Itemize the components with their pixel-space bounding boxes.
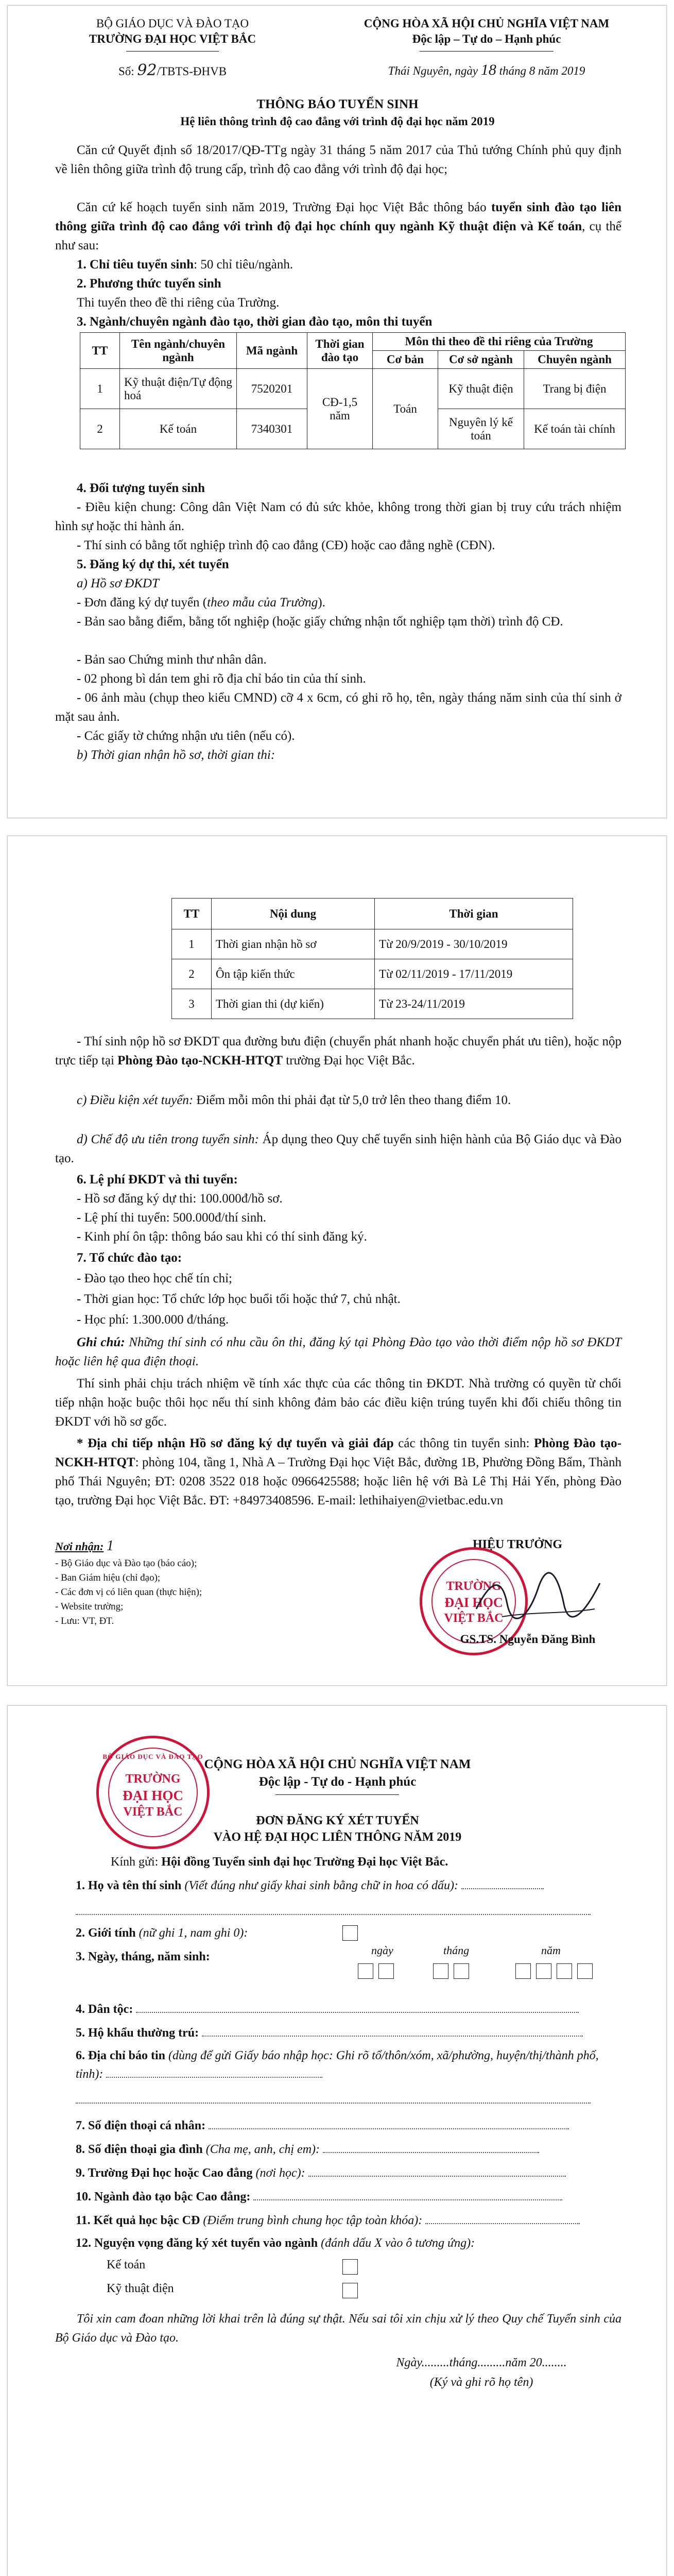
ministry-name: BỘ GIÁO DỤC VÀ ĐÀO TẠO [96, 17, 249, 30]
seal-text-line3: VIỆT BẮC [444, 1612, 504, 1625]
doc-number: Số: 92/TBTS-ĐHVB [118, 61, 227, 79]
header-rule-right [420, 51, 554, 52]
field-gpa: 11. Kết quả học bậc CĐ (Điểm trung bình chung học tập toàn khóa): [76, 2211, 616, 2229]
cell-time: Từ 20/9/2019 - 30/10/2019 [375, 929, 573, 959]
recipients-list [55, 1556, 202, 1629]
issue-date: Thái Nguyên, ngày 18 tháng 8 năm 2019 [388, 61, 585, 78]
form-sign-note: (Ký và ghi rõ họ tên) [429, 2376, 533, 2389]
doc-subtitle: Hệ liên thông trình độ cao đẳng với trình độ đại học năm 2019 [180, 115, 495, 128]
personal-phone-input[interactable] [209, 2116, 569, 2129]
birth-year-box-2[interactable] [536, 1963, 551, 1979]
university-name: TRƯỜNG ĐẠI HỌC VIỆT BẮC [89, 32, 256, 45]
section-6-title: 6. Lệ phí ĐKDT và thi tuyển: [77, 1173, 238, 1187]
cell-code: 7340301 [237, 409, 307, 449]
birth-month-box-2[interactable] [454, 1963, 469, 1979]
seal-ring-text: BỘ GIÁO DỤC VÀ ĐÀO TẠO [102, 1753, 203, 1760]
cell-name: Kế toán [120, 409, 237, 449]
basis-paragraph-2: Căn cứ kế hoạch tuyển sinh năm 2019, Trường Đại học Việt Bắc thông báo tuyển sinh đào tạo liên thông giữa trình độ cao đẳng với trình độ đại học chính quy ngành Kỹ thuật điện và Kế toán, cụ thể như sau: [55, 200, 622, 252]
birth-day-label: ngày [371, 1944, 393, 1957]
seal-text-line1: TRƯỜNG [125, 1772, 181, 1786]
form-title: ĐƠN ĐĂNG KÝ XÉT TUYỂN [256, 1814, 419, 1827]
cell-tt: 2 [80, 409, 120, 449]
residence-input[interactable] [202, 2023, 583, 2037]
list-item: - Bộ Giáo dục và Đào tạo (báo cáo); [55, 1558, 197, 1569]
page-announcement [7, 5, 667, 818]
cell-content: Thời gian thi (dự kiến) [212, 989, 375, 1019]
submission-paragraph: - Thí sinh nộp hồ sơ ĐKDT qua đường bưu điện (chuyển phát nhanh hoặc chuyển phát ưu tiên), hoặc nộp trực tiếp tại Phòng Đào tạo-NCKH-HTQT trường Đại học Việt Bắc. [55, 1035, 621, 1067]
birth-day-box-2[interactable] [378, 1963, 394, 1979]
cell-time: Từ 23-24/11/2019 [375, 989, 573, 1019]
condition-paragraph: c) Điều kiện xét tuyển: Điểm mỗi môn thi phải đạt từ 5,0 trở lên theo thang điểm 10. [77, 1093, 511, 1107]
field-ethnicity: 4. Dân tộc: [76, 1999, 616, 2018]
seal-text-line1: TRƯỜNG [446, 1580, 502, 1593]
date-day-handwritten: 18 [480, 61, 496, 78]
field-mailing-address: 6. Địa chỉ báo tin (dùng để gửi Giấy báo nhập học: Ghi rõ tổ/thôn/xóm, xã/phường, huyện/thị/thành phố, tỉnh): [76, 2049, 599, 2081]
option-electrical-checkbox[interactable] [342, 2283, 358, 2298]
section-5-a6: - Các giấy tờ chứng nhận ưu tiên (nếu có). [77, 729, 295, 743]
field-college-major: 10. Ngành đào tạo bậc Cao đẳng: [76, 2187, 616, 2206]
gpa-input[interactable] [425, 2211, 580, 2224]
option-electrical-label: Kỹ thuật điện [107, 2282, 174, 2295]
cell-name: Kỹ thuật điện/Tự động hoá [120, 369, 237, 409]
birth-year-box-3[interactable] [557, 1963, 572, 1979]
cell-content: Ôn tập kiến thức [212, 959, 375, 989]
seal-text-line3: VIỆT BẮC [123, 1805, 183, 1819]
cell-base: Nguyên lý kế toán [438, 409, 524, 449]
table-row [172, 929, 573, 959]
th-time: Thời gian đào tạo [307, 333, 373, 369]
table-header-row [80, 333, 626, 351]
th-tt: TT [80, 333, 120, 369]
header-rule-left [126, 51, 219, 52]
field-college: 9. Trường Đại học hoặc Cao đẳng (nơi học): [76, 2163, 616, 2182]
note-paragraph: Ghi chú: Những thí sinh có nhu cầu ôn thi, đăng ký tại Phòng Đào tạo vào thời điểm nộp hồ sơ ĐKDT hoặc liên hệ qua điện thoại. [55, 1335, 622, 1368]
section-6-a: - Hồ sơ đăng ký dự thi: 100.000đ/hồ sơ. [77, 1192, 283, 1206]
section-4-a: - Điều kiện chung: Công dân Việt Nam có đủ sức khỏe, không trong thời gian bị truy cứu trách nhiệm hình sự hoặc thi hành án. [55, 500, 621, 533]
cell-major: Kế toán tài chính [524, 409, 626, 449]
section-5-b: b) Thời gian nhận hồ sơ, thời gian thi: [77, 748, 275, 762]
responsibility-paragraph: Thí sinh phải chịu trách nhiệm về tính xác thực của các thông tin ĐKDT. Nhà trường có quyền từ chối tiếp nhận hoặc buộc thôi học nếu thí sinh không đảm bảo các điều kiện trúng tuyển khi đối chiếu thông tin ĐKDT với hồ sơ gốc. [55, 1377, 621, 1429]
cell-content: Thời gian nhận hồ sơ [212, 929, 375, 959]
doc-number-handwritten: 92 [137, 61, 157, 79]
list-item: - Các đơn vị có liên quan (thực hiện); [55, 1587, 202, 1598]
section-5-title: 5. Đăng ký dự thi, xét tuyển [77, 557, 229, 571]
field-residence: 5. Hộ khẩu thường trú: [76, 2023, 616, 2042]
recipients-label: Nơi nhận: 1 [55, 1538, 114, 1554]
page-application-form [7, 1705, 667, 2576]
cell-tt: 1 [172, 929, 212, 959]
section-2-text: Thi tuyển theo đề thi riêng của Trường. [77, 296, 280, 310]
page-announcement-continued [7, 836, 667, 1686]
form-republic: CỘNG HÒA XÃ HỘI CHỦ NGHĨA VIỆT NAM [204, 1757, 471, 1771]
section-4-b: - Thí sinh có bằng tốt nghiệp trình độ cao đẳng (CĐ) hoặc cao đẳng nghề (CĐN). [77, 538, 495, 552]
section-6-c: - Kinh phí ôn tập: thông báo sau khi có thí sinh đăng ký. [77, 1230, 367, 1244]
th-code: Mã ngành [237, 333, 307, 369]
gender-checkbox[interactable] [342, 1925, 358, 1941]
th-name: Tên ngành/chuyên ngành [120, 333, 237, 369]
seal-text-line2: ĐẠI HỌC [444, 1595, 503, 1610]
th-base: Cơ sở ngành [438, 351, 524, 369]
table-header-row [172, 899, 573, 929]
list-item: - Website trường; [55, 1601, 124, 1612]
doc-title: THÔNG BÁO TUYỂN SINH [256, 97, 419, 111]
ethnicity-input[interactable] [136, 1999, 579, 2013]
table-row [80, 369, 626, 409]
birth-year-box-4[interactable] [577, 1963, 593, 1979]
cell-basic: Toán [373, 369, 438, 449]
addressee: Kính gửi: Hội đồng Tuyển sinh đại học Trường Đại học Việt Bắc. [111, 1855, 448, 1869]
birth-year-box-1[interactable] [515, 1963, 531, 1979]
list-item: - Ban Giám hiệu (chỉ đạo); [55, 1572, 161, 1583]
college-input[interactable] [308, 2163, 566, 2177]
th-major: Chuyên ngành [524, 351, 626, 369]
family-phone-input[interactable] [323, 2140, 539, 2153]
cell-base: Kỹ thuật điện [438, 369, 524, 409]
basis-paragraph-1: Căn cứ Quyết định số 18/2017/QĐ-TTg ngày 31 tháng 5 năm 2017 của Thủ tướng Chính phủ quy định về liên thông giữa trình độ trung cấp, trình độ cao đẳng với trình độ đại học; [55, 143, 621, 176]
birth-month-label: tháng [443, 1944, 470, 1957]
section-7-c: - Học phí: 1.300.000 đ/tháng. [77, 1313, 229, 1327]
contact-paragraph: * Địa chỉ tiếp nhận Hồ sơ đăng ký dự tuyển và giải đáp các thông tin tuyển sinh: Phòng Đào tạo-NCKH-HTQT: phòng 104, tầng 1, Nhà A – Trường Đại học Việt Bắc, đường 1B, Phường Đồng Bẩm, Thành phố Thái Nguyên; ĐT: 0208 3522 018 hoặc 0966425588; hoặc liên hệ với Bà Lê Thị Hải Yến, phòng Đào tạo, trường Đại học Việt Bắc. ĐT: +84973408596. E-mail: lethihaiyen@vietbac.edu.vn [55, 1436, 621, 1507]
section-6-b: - Lệ phí thi tuyển: 500.000đ/thí sinh. [77, 1211, 267, 1225]
section-5-a1: - Đơn đăng ký dự tuyển (theo mẫu của Trường). [77, 596, 325, 609]
section-7-title: 7. Tổ chức đào tạo: [77, 1251, 182, 1265]
birth-year-label: năm [541, 1944, 561, 1957]
field-preference: 12. Nguyện vọng đăng ký xét tuyển vào ngành (đánh dấu X vào ô tương ứng): [76, 2236, 475, 2250]
signer-name: GS.TS. Nguyễn Đăng Bình [460, 1633, 596, 1646]
section-5-a5: - 06 ảnh màu (chụp theo kiểu CMND) cỡ 4 x 6cm, có ghi rõ họ, tên, ngày tháng năm sinh của thí sinh ở mặt sau ảnh. [55, 691, 621, 724]
schedule-table [171, 898, 573, 1019]
birth-day-box-1[interactable] [358, 1963, 373, 1979]
form-motto: Độc lập - Tự do - Hạnh phúc [258, 1775, 417, 1789]
seal-text-line2: ĐẠI HỌC [123, 1788, 183, 1803]
section-3-title: 3. Ngành/chuyên ngành đào tạo, thời gian đào tạo, môn thi tuyển [77, 315, 433, 329]
republic-name: CỘNG HÒA XÃ HỘI CHỦ NGHĨA VIỆT NAM [364, 17, 610, 30]
form-header-rule [275, 1794, 399, 1795]
section-7-a: - Đào tạo theo học chế tín chỉ; [77, 1272, 232, 1285]
field-full-name-line [76, 1902, 616, 1920]
birth-month-box-1[interactable] [433, 1963, 448, 1979]
signer-title: HIỆU TRƯỞNG [472, 1538, 563, 1551]
th-basic: Cơ bản [373, 351, 438, 369]
cell-tt: 1 [80, 369, 120, 409]
recipients-handwritten: 1 [106, 1538, 114, 1554]
table-row [172, 989, 573, 1019]
form-subtitle: VÀO HỆ ĐẠI HỌC LIÊN THÔNG NĂM 2019 [213, 1831, 462, 1844]
section-1: 1. Chỉ tiêu tuyển sinh: 50 chỉ tiêu/ngành. [77, 258, 293, 272]
cell-code: 7520201 [237, 369, 307, 409]
priority-paragraph: d) Chế độ ưu tiên trong tuyển sinh: Áp dụng theo Quy chế tuyển sinh hiện hành của Bộ Giáo dục và Đào tạo. [55, 1132, 622, 1165]
list-item: - Lưu: VT, ĐT. [55, 1616, 114, 1626]
mailing-address-input-2[interactable] [76, 2090, 591, 2104]
section-7-b: - Thời gian học: Tổ chức lớp học buổi tối hoặc thứ 7, chủ nhật. [77, 1292, 401, 1306]
table-row [172, 959, 573, 989]
mailing-address-input[interactable] [106, 2064, 322, 2078]
signature-icon [471, 1568, 605, 1630]
th-exam: Môn thi theo đề thi riêng của Trường [373, 333, 626, 351]
th-time: Thời gian [375, 899, 573, 929]
pledge-paragraph: Tôi xin cam đoan những lời khai trên là đúng sự thật. Nếu sai tôi xin chịu xử lý theo Quy chế Tuyển sinh của Bộ Giáo dục và Đào tạo. [55, 2312, 621, 2345]
section-5-a3: - Bản sao Chứng minh thư nhân dân. [77, 653, 267, 667]
programs-table [80, 332, 626, 449]
cell-time: Từ 02/11/2019 - 17/11/2019 [375, 959, 573, 989]
field-family-phone: 8. Số điện thoại gia đình (Cha mẹ, anh, chị em): [76, 2140, 616, 2158]
full-name-input[interactable] [76, 1902, 591, 1915]
field-gender: 2. Giới tính (nữ ghi 1, nam ghi 0): [76, 1926, 248, 1940]
field-mailing-address-line [76, 2090, 616, 2109]
motto: Độc lập – Tự do – Hạnh phúc [412, 32, 561, 45]
th-content: Nội dung [212, 899, 375, 929]
cell-major: Trang bị điện [524, 369, 626, 409]
section-4-title: 4. Đối tượng tuyển sinh [77, 481, 205, 495]
section-2-title: 2. Phương thức tuyển sinh [77, 277, 221, 291]
form-date-line: Ngày.........tháng.........năm 20........ [396, 2356, 567, 2369]
college-major-input[interactable] [253, 2187, 562, 2200]
cell-tt: 2 [172, 959, 212, 989]
section-5-a: a) Hồ sơ ĐKDT [77, 577, 159, 590]
field-personal-phone: 7. Số điện thoại cá nhân: [76, 2116, 616, 2134]
cell-time: CĐ-1,5 năm [307, 369, 373, 449]
cell-tt: 3 [172, 989, 212, 1019]
option-accounting-label: Kế toán [107, 2258, 146, 2272]
option-accounting-checkbox[interactable] [342, 2259, 358, 2275]
field-birthdate: 3. Ngày, tháng, năm sinh: [76, 1950, 210, 1963]
section-5-a2: - Bản sao bằng điểm, bằng tốt nghiệp (hoặc giấy chứng nhận tốt nghiệp tạm thời) trình độ CĐ. [77, 615, 563, 629]
th-tt: TT [172, 899, 212, 929]
section-5-a4: - 02 phong bì dán tem ghi rõ địa chỉ báo tin của thí sinh. [77, 672, 366, 686]
field-full-name: 1. Họ và tên thí sinh (Viết đúng như giấy khai sinh bằng chữ in hoa có dấu): [76, 1876, 616, 1894]
